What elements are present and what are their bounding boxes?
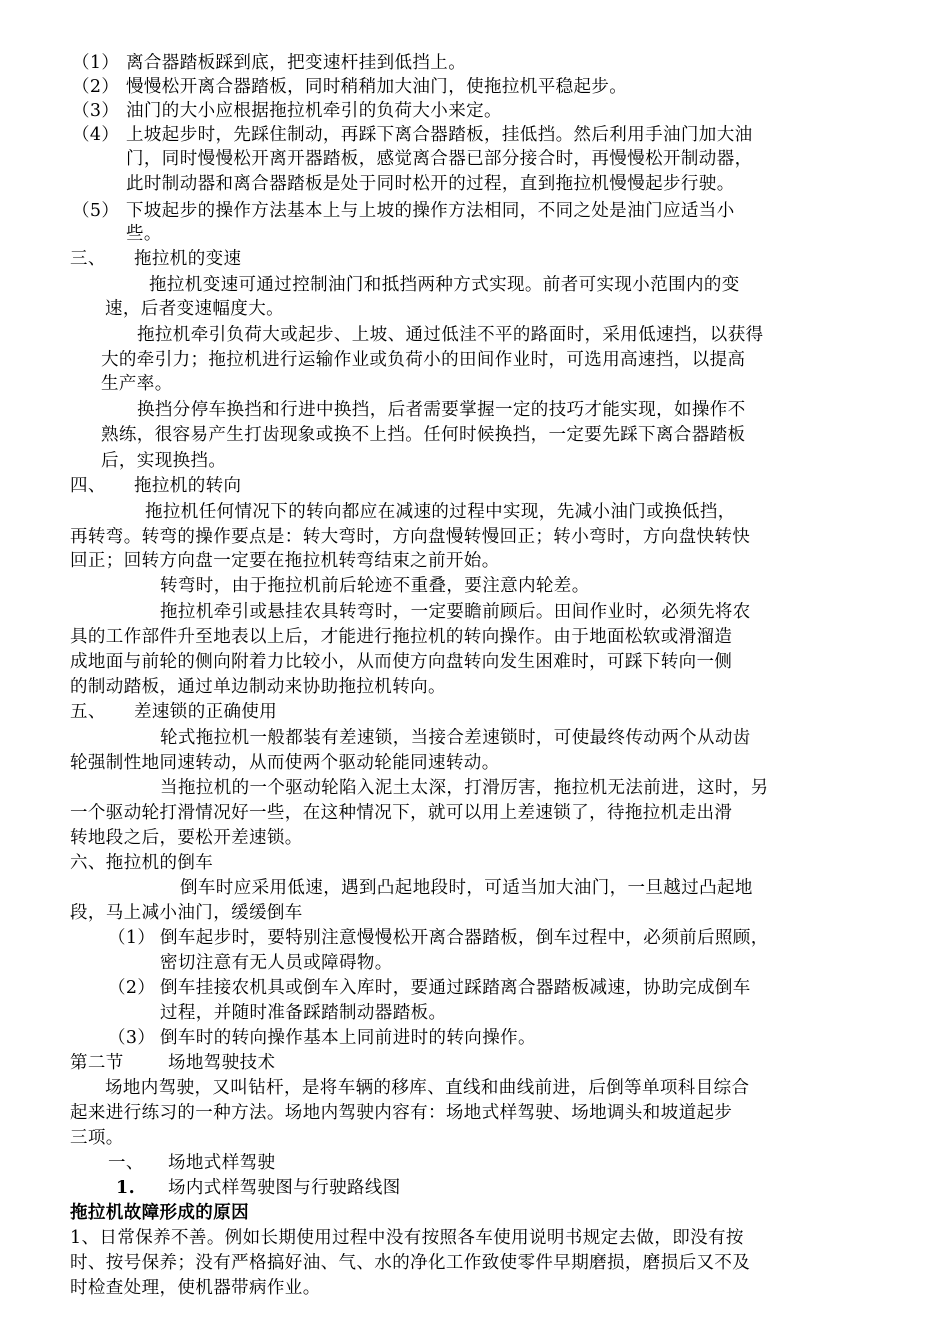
- sec3-p2-line-3: 生产率。: [101, 374, 173, 394]
- sec6-p1-line-2: 段，马上减小油门，缓缓倒车: [70, 903, 303, 923]
- start-item-2-num: （2）: [72, 77, 120, 97]
- sec3-p1-line-1: 拖拉机变速可通过控制油门和抵挡两种方式实现。前者可实现小范围内的变: [149, 275, 740, 295]
- section2-sub-num: 一、: [108, 1153, 144, 1173]
- sec6-item-2-line-1: 倒车挂接农机具或倒车入库时，要通过踩踏离合器踏板减速，协助完成倒车: [160, 978, 751, 998]
- sec5-num: 五、: [70, 702, 106, 722]
- sec6-item-1-line-2: 密切注意有无人员或障碍物。: [160, 953, 393, 973]
- sec3-p2-line-1: 拖拉机牵引负荷大或起步、上坡、通过低洼不平的路面时，采用低速挡，以获得: [137, 325, 764, 345]
- section2-subsub-num: 1.: [116, 1178, 136, 1198]
- start-item-5-line-1: 下坡起步的操作方法基本上与上坡的操作方法相同，不同之处是油门应适当小: [126, 201, 735, 221]
- sec3-p3-line-1: 换挡分停车换挡和行进中换挡，后者需要掌握一定的技巧才能实现，如操作不: [137, 400, 746, 420]
- sec5-title: 差速锁的正确使用: [134, 702, 278, 722]
- start-item-4-line-3: 此时制动器和离合器踏板是处于同时松开的过程，直到拖拉机慢慢起步行驶。: [126, 174, 735, 194]
- sec3-num: 三、: [70, 249, 106, 269]
- fault-p1-line-3: 时检查处理，使机器带病作业。: [70, 1278, 321, 1298]
- sec5-p1-line-2: 轮强制性地同速转动，从而使两个驱动轮能同速转动。: [70, 753, 500, 773]
- fault-title: 拖拉机故障形成的原因: [70, 1203, 249, 1223]
- fault-p1-line-1: 1、日常保养不善。例如长期使用过程中没有按照各车使用说明书规定去做，即没有按: [70, 1228, 744, 1248]
- section2-p1-line-1: 场地内驾驶，又叫钻杆，是将车辆的移库、直线和曲线前进，后倒等单项科目综合: [105, 1078, 750, 1098]
- start-item-3-line: 油门的大小应根据拖拉机牵引的负荷大小来定。: [126, 101, 502, 121]
- sec4-p1-line-3: 回正；回转方向盘一定要在拖拉机转弯结束之前开始。: [70, 551, 500, 571]
- sec6-item-2-num: （2）: [108, 978, 156, 998]
- sec3-title: 拖拉机的变速: [134, 249, 242, 269]
- sec4-p1-line-2: 再转弯。转弯的操作要点是：转大弯时，方向盘慢转慢回正；转小弯时，方向盘快转快: [70, 527, 751, 547]
- section2-num: 第二节: [70, 1053, 124, 1073]
- sec3-p1-line-2: 速，后者变速幅度大。: [105, 299, 284, 319]
- sec5-p2-line-1: 当拖拉机的一个驱动轮陷入泥土太深，打滑厉害，拖拉机无法前进，这时，另: [160, 778, 769, 798]
- sec5-p2-line-3: 转地段之后，要松开差速锁。: [70, 828, 303, 848]
- section2-subsub-title: 场内式样驾驶图与行驶路线图: [168, 1178, 401, 1198]
- sec6-item-1-line-1: 倒车起步时，要特别注意慢慢松开离合器踏板，倒车过程中，必须前后照顾，: [160, 928, 769, 948]
- sec3-p3-line-2: 熟练，很容易产生打齿现象或换不上挡。任何时候换挡，一定要先踩下离合器踏板: [101, 425, 746, 445]
- start-item-3-num: （3）: [72, 101, 120, 121]
- start-item-1-line: 离合器踏板踩到底，把变速杆挂到低挡上。: [126, 53, 467, 73]
- start-item-1-num: （1）: [72, 53, 120, 73]
- sec5-p2-line-2: 一个驱动轮打滑情况好一些，在这种情况下，就可以用上差速锁了，待拖拉机走出滑: [70, 803, 733, 823]
- sec6-item-2-line-2: 过程，并随时准备踩踏制动器踏板。: [160, 1003, 447, 1023]
- sec3-p3-line-3: 后，实现换挡。: [101, 451, 227, 471]
- start-item-4-line-1: 上坡起步时，先踩住制动，再踩下离合器踏板，挂低挡。然后利用手油门加大油: [126, 125, 753, 145]
- sec4-p3-line-2: 具的工作部件升至地表以上后，才能进行拖拉机的转向操作。由于地面松软或滑溜造: [70, 627, 733, 647]
- sec4-p1-line-1: 拖拉机任何情况下的转向都应在减速的过程中实现，先减小油门或换低挡，: [145, 502, 736, 522]
- start-item-5-line-2: 些。: [126, 224, 162, 244]
- sec6-item-1-num: （1）: [108, 928, 156, 948]
- start-item-4-num: （4）: [72, 125, 120, 145]
- sec6-item-3-num: （3）: [108, 1028, 156, 1048]
- sec6-p1-line-1: 倒车时应采用低速，遇到凸起地段时，可适当加大油门，一旦越过凸起地: [180, 878, 753, 898]
- fault-p1-line-2: 时、按号保养；没有严格搞好油、气、水的净化工作致使零件早期磨损，磨损后又不及: [70, 1253, 751, 1273]
- sec4-p3-line-1: 拖拉机牵引或悬挂农具转弯时，一定要瞻前顾后。田间作业时，必须先将农: [160, 602, 751, 622]
- section2-p1-line-3: 三项。: [70, 1128, 124, 1148]
- sec6-item-3-line-1: 倒车时的转向操作基本上同前进时的转向操作。: [160, 1028, 536, 1048]
- sec4-p3-line-4: 的制动踏板，通过单边制动来协助拖拉机转向。: [70, 677, 446, 697]
- sec4-p3-line-3: 成地面与前轮的侧向附着力比较小，从而使方向盘转向发生困难时，可踩下转向一侧: [70, 652, 733, 672]
- sec4-p2-line-1: 转弯时，由于拖拉机前后轮迹不重叠，要注意内轮差。: [160, 576, 590, 596]
- sec4-num: 四、: [70, 476, 106, 496]
- sec6-title: 六、拖拉机的倒车: [70, 853, 214, 873]
- sec5-p1-line-1: 轮式拖拉机一般都装有差速锁，当接合差速锁时，可使最终传动两个从动齿: [160, 728, 751, 748]
- start-item-4-line-2: 门，同时慢慢松开离开器踏板，感觉离合器已部分接合时，再慢慢松开制动器，: [126, 149, 753, 169]
- section2-sub-title: 场地式样驾驶: [168, 1153, 276, 1173]
- sec3-p2-line-2: 大的牵引力；拖拉机进行运输作业或负荷小的田间作业时，可选用高速挡，以提高: [101, 350, 746, 370]
- sec4-title: 拖拉机的转向: [134, 476, 242, 496]
- section2-p1-line-2: 起来进行练习的一种方法。场地内驾驶内容有：场地式样驾驶、场地调头和坡道起步: [70, 1103, 733, 1123]
- start-item-5-num: （5）: [72, 201, 120, 221]
- section2-title: 场地驾驶技术: [168, 1053, 276, 1073]
- start-item-2-line: 慢慢松开离合器踏板，同时稍稍加大油门，使拖拉机平稳起步。: [126, 77, 628, 97]
